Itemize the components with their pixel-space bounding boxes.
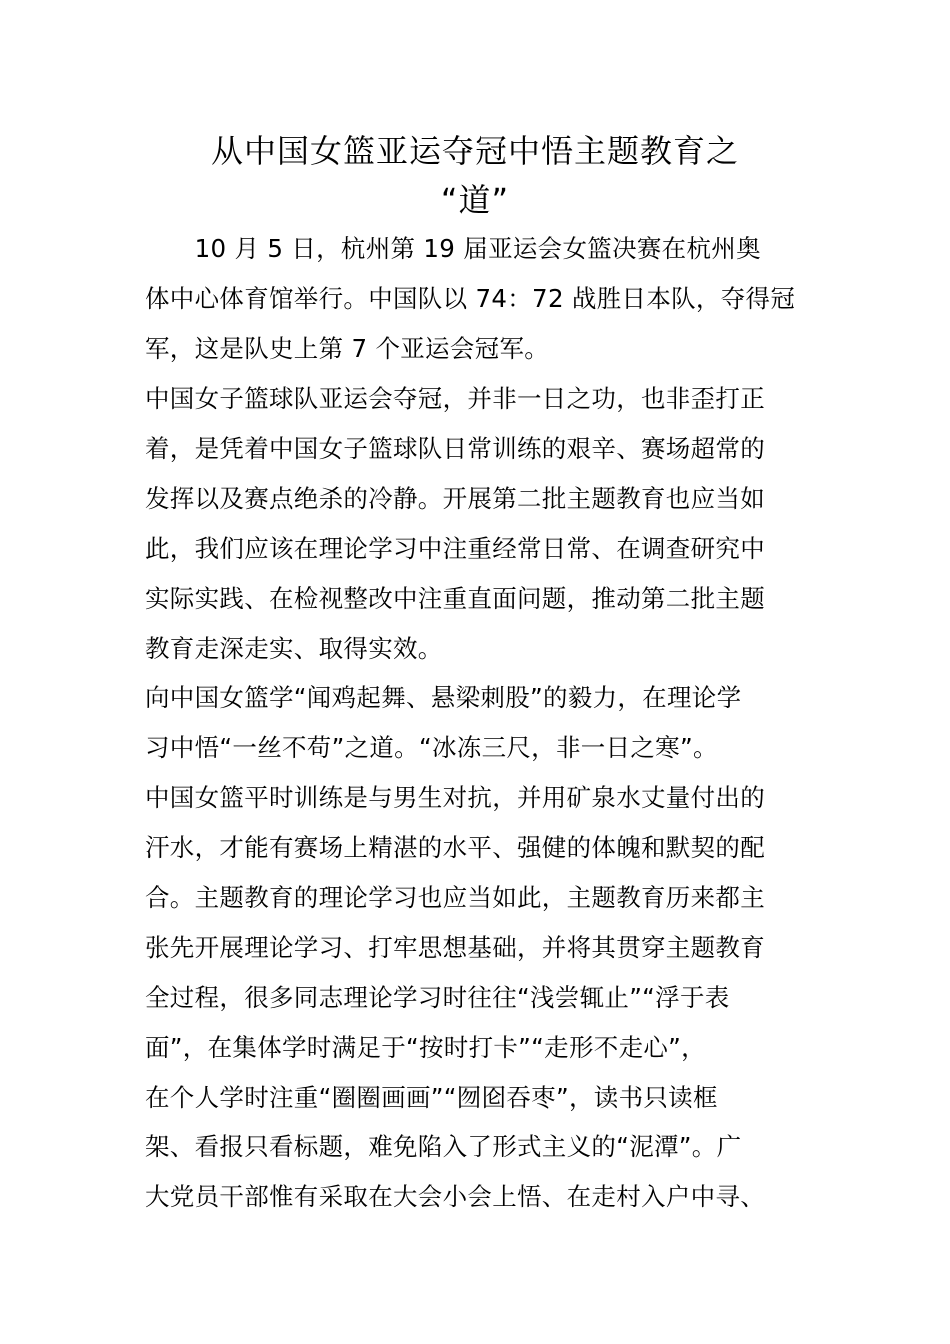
document-title-line-2: “道”: [440, 181, 510, 219]
body-line: 中国女篮平时训练是与男生对抗，并用矿泉水丈量付出的: [145, 783, 765, 812]
body-line: 在个人学时注重“圈圈画画”“囫囵吞枣”，读书只读框: [145, 1083, 718, 1112]
body-line: 着，是凭着中国女子篮球队日常训练的艰辛、赛场超常的: [145, 434, 765, 463]
body-line: 张先开展理论学习、打牢思想基础，并将其贯穿主题教育: [145, 933, 765, 962]
body-line: 大党员干部惟有采取在大会小会上悟、在走村入户中寻、: [145, 1182, 765, 1211]
body-line: 10 月 5 日，杭州第 19 届亚运会女篮决赛在杭州奥: [145, 234, 761, 263]
body-line: 面”，在集体学时满足于“按时打卡”“走形不走心”，: [145, 1033, 706, 1062]
body-line: 全过程，很多同志理论学习时往往“浅尝辄止”“浮于表: [145, 983, 730, 1012]
body-line: 中国女子篮球队亚运会夺冠，并非一日之功，也非歪打正: [145, 384, 765, 413]
body-line: 汗水，才能有赛场上精湛的水平、强健的体魄和默契的配: [145, 833, 765, 862]
body-line: 此，我们应该在理论学习中注重经常日常、在调查研究中: [145, 534, 765, 563]
body-line: 合。主题教育的理论学习也应当如此，主题教育历来都主: [145, 883, 765, 912]
document-title-line-1: 从中国女篮亚运夺冠中悟主题教育之: [210, 132, 739, 170]
body-line: 架、看报只看标题，难免陷入了形式主义的“泥潭”。广: [145, 1132, 742, 1161]
body-line: 向中国女篮学“闻鸡起舞、悬梁刺股”的毅力，在理论学: [145, 683, 742, 712]
body-line: 习中悟“一丝不苟”之道。“冰冻三尺，非一日之寒”。: [145, 733, 718, 762]
body-line: 教育走深走实、取得实效。: [145, 634, 443, 663]
body-line: 发挥以及赛点绝杀的冷静。开展第二批主题教育也应当如: [145, 484, 765, 513]
body-line: 军，这是队史上第 7 个亚运会冠军。: [145, 334, 550, 363]
body-line: 体中心体育馆举行。中国队以 74：72 战胜日本队，夺得冠: [145, 284, 796, 313]
body-line: 实际实践、在检视整改中注重直面问题，推动第二批主题: [145, 584, 765, 613]
